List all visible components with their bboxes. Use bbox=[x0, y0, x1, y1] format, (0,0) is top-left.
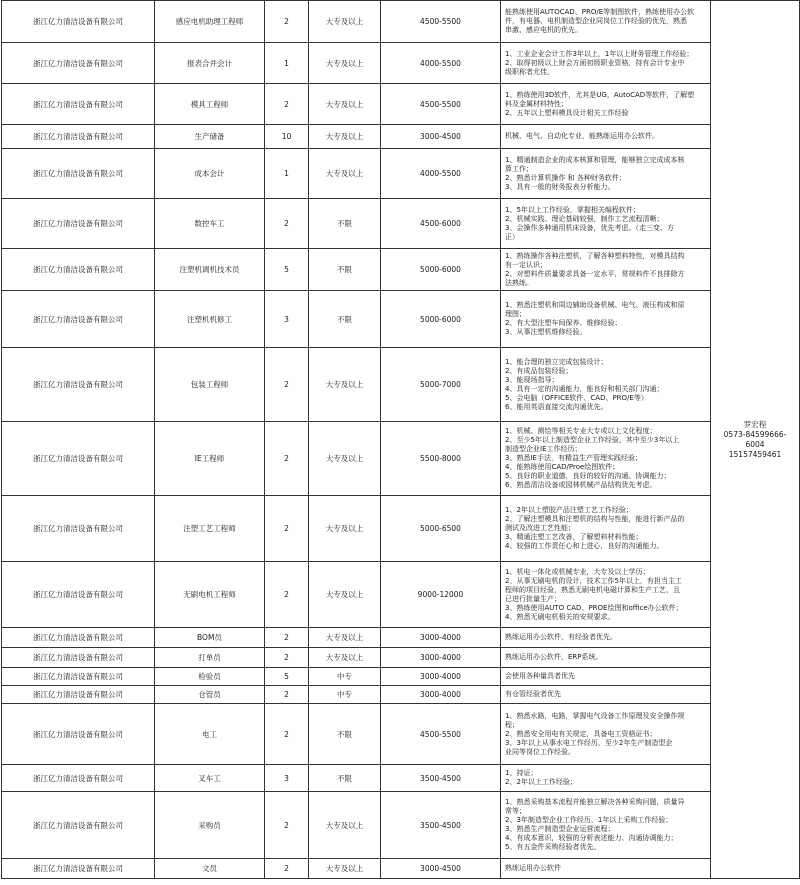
company-cell: 浙江亿力清洁设备有限公司 bbox=[2, 1, 155, 43]
contact-phone-line: 0573-84599666- bbox=[723, 429, 787, 439]
recruitment-table-body bbox=[2, 1, 800, 879]
headcount-cell: 5 bbox=[265, 249, 309, 291]
education-cell: 不限 bbox=[309, 765, 381, 792]
company-cell: 浙江亿力清洁设备有限公司 bbox=[2, 249, 155, 291]
position-cell: 检验员 bbox=[155, 668, 265, 686]
headcount-cell: 2 bbox=[265, 348, 309, 422]
requirement-line: 常等； bbox=[505, 807, 526, 815]
requirement-line: 6、能用英语直接交流沟通优先。 bbox=[505, 402, 608, 411]
education-cell: 大专及以上 bbox=[309, 43, 381, 84]
table-row bbox=[2, 1, 800, 43]
table-row bbox=[2, 249, 800, 291]
requirement-line: 件，有电器、电机制造型企业同岗位工作经验的优先，熟悉 bbox=[505, 17, 687, 25]
table-row bbox=[2, 704, 800, 765]
requirement-line: 2、熟悉安全用电有关规定，具备电工资格证书； bbox=[505, 729, 657, 738]
position-cell: 无刷电机工程师 bbox=[155, 562, 265, 628]
position-cell: BOM员 bbox=[155, 628, 265, 648]
requirements-cell bbox=[501, 496, 711, 562]
salary-cell: 5000-6000 bbox=[381, 249, 501, 291]
education-cell: 不限 bbox=[309, 199, 381, 249]
requirement-line: 有一定认识； bbox=[505, 260, 547, 269]
requirements-cell bbox=[501, 84, 711, 125]
education-cell: 大专及以上 bbox=[309, 125, 381, 149]
salary-cell: 4500-5500 bbox=[381, 84, 501, 125]
requirement-line: 串激、感应电机的优先。 bbox=[505, 26, 582, 34]
requirements-cell bbox=[501, 562, 711, 628]
headcount-cell: 1 bbox=[265, 43, 309, 84]
requirement-line: 6、熟悉清洁设备或园林机械产品结构优先考虑。 bbox=[505, 481, 657, 489]
requirement-line: 1、精通制造企业的成本核算和管理，能够独立完成成本核 bbox=[505, 155, 685, 164]
position-cell: 报表合并会计 bbox=[155, 43, 265, 84]
requirements-cell bbox=[501, 125, 711, 149]
headcount-cell: 3 bbox=[265, 765, 309, 792]
requirement-line: 3、熟悉生产制造型企业运营流程； bbox=[505, 825, 615, 833]
company-cell: 浙江亿力清洁设备有限公司 bbox=[2, 43, 155, 84]
table-row bbox=[2, 496, 800, 562]
headcount-cell: 2 bbox=[265, 496, 309, 562]
table-row bbox=[2, 686, 800, 704]
salary-cell: 5500-8000 bbox=[381, 422, 501, 496]
company-cell: 浙江亿力清洁设备有限公司 bbox=[2, 792, 155, 859]
table-row bbox=[2, 43, 800, 84]
headcount-cell: 2 bbox=[265, 704, 309, 765]
requirements-cell bbox=[501, 648, 711, 668]
requirement-line: 2、2年以上工作经验； bbox=[505, 778, 577, 786]
salary-cell: 3000-4000 bbox=[381, 648, 501, 668]
table-row bbox=[2, 562, 800, 628]
company-cell: 浙江亿力清洁设备有限公司 bbox=[2, 859, 155, 879]
requirement-line: 法熟练。 bbox=[505, 278, 533, 287]
requirement-line: 2、机械实践、理论基础较强，制作工艺流程清晰； bbox=[505, 214, 664, 223]
salary-cell: 3000-4000 bbox=[381, 686, 501, 704]
salary-cell: 3000-4500 bbox=[381, 125, 501, 149]
requirement-line: 1、熟练使用3D软件，尤其是UG，AutoCAD等软件，了解塑 bbox=[505, 90, 695, 99]
salary-cell: 3500-4500 bbox=[381, 792, 501, 859]
headcount-cell: 5 bbox=[265, 668, 309, 686]
requirement-line: 1、机械、测绘等相关专业大专或以上文化程度； bbox=[505, 427, 657, 435]
requirements-cell bbox=[501, 348, 711, 422]
requirements-cell bbox=[501, 792, 711, 859]
education-cell: 大专及以上 bbox=[309, 348, 381, 422]
position-cell: 采购员 bbox=[155, 792, 265, 859]
education-cell: 大专及以上 bbox=[309, 628, 381, 648]
position-cell: IE工程师 bbox=[155, 422, 265, 496]
salary-cell: 4000-5500 bbox=[381, 43, 501, 84]
table-row bbox=[2, 765, 800, 792]
company-cell: 浙江亿力清洁设备有限公司 bbox=[2, 496, 155, 562]
requirements-cell bbox=[501, 249, 711, 291]
education-cell: 不限 bbox=[309, 704, 381, 765]
position-cell: 叉车工 bbox=[155, 765, 265, 792]
requirement-line: 熟练运用办公软件，ERP系统。 bbox=[505, 653, 603, 661]
position-cell: 注塑工艺工程师 bbox=[155, 496, 265, 562]
requirements-cell bbox=[501, 765, 711, 792]
headcount-cell: 1 bbox=[265, 149, 309, 199]
position-cell: 注塑机机修工 bbox=[155, 291, 265, 348]
requirement-line: 2、有成品包装经验； bbox=[505, 366, 573, 375]
company-cell: 浙江亿力清洁设备有限公司 bbox=[2, 628, 155, 648]
company-cell: 浙江亿力清洁设备有限公司 bbox=[2, 704, 155, 765]
education-cell: 大专及以上 bbox=[309, 1, 381, 43]
requirement-line: 1、工业企业会计工作3年以上，1年以上财务管理工作经验； bbox=[505, 49, 694, 58]
company-cell: 浙江亿力清洁设备有限公司 bbox=[2, 84, 155, 125]
requirement-line: 3、会操作多种通用机床设备，优先考虑。（走三变、方 bbox=[505, 223, 674, 232]
requirement-line: 已进行批量生产； bbox=[505, 594, 561, 603]
requirement-line: 4、具有一定的沟通能力，能良好和相关部门沟通； bbox=[505, 384, 664, 393]
requirement-line: 算工作； bbox=[505, 164, 533, 173]
company-cell: 浙江亿力清洁设备有限公司 bbox=[2, 648, 155, 668]
requirement-line: 2、对塑料件质量要求具备一定水平，常规料件不良排除方 bbox=[505, 269, 685, 278]
headcount-cell: 2 bbox=[265, 792, 309, 859]
position-cell: 成本会计 bbox=[155, 149, 265, 199]
education-cell: 大专及以上 bbox=[309, 149, 381, 199]
requirement-line: 1、熟悉水路，电路，掌握电气设备工作原理及安全操作规 bbox=[505, 711, 685, 720]
requirement-line: 制造型企业IE工作经历； bbox=[505, 445, 582, 453]
headcount-cell: 2 bbox=[265, 199, 309, 249]
company-cell: 浙江亿力清洁设备有限公司 bbox=[2, 562, 155, 628]
table-row bbox=[2, 422, 800, 496]
requirements-cell bbox=[501, 668, 711, 686]
requirement-line: 4、熟悉无刷电机相关的安规要求。 bbox=[505, 612, 615, 621]
table-row bbox=[2, 348, 800, 422]
requirement-line: 料及金属材料特性； bbox=[505, 99, 568, 108]
education-cell: 中专 bbox=[309, 686, 381, 704]
position-cell: 生产储备 bbox=[155, 125, 265, 149]
requirement-line: 2、从事无刷电机的设计，技术工作5年以上，有担当主工 bbox=[505, 576, 682, 585]
requirement-line: 程师的项目经验，熟悉无刷电机电磁计算和生产工艺，且 bbox=[505, 585, 680, 594]
requirement-line: 1、熟练操作各种注塑机，了解各种塑料特性，对模具结构 bbox=[505, 251, 685, 260]
requirement-line: 3、具有一般的财务报表分析能力。 bbox=[505, 182, 615, 191]
requirement-line: 3、从事注塑机维修经验。 bbox=[505, 328, 587, 336]
headcount-cell: 2 bbox=[265, 84, 309, 125]
salary-cell: 5000-6500 bbox=[381, 496, 501, 562]
requirement-line: 2、熟悉计算机操作 和 各种财务软件； bbox=[505, 173, 626, 182]
requirement-line: 1、能合理的独立完成包装设计； bbox=[505, 357, 608, 366]
requirement-line: 3、能现场指导； bbox=[505, 375, 559, 384]
recruitment-table bbox=[1, 0, 800, 879]
requirements-cell bbox=[501, 704, 711, 765]
requirement-line: 1、机电一体化或机械专业，大专及以上学历； bbox=[505, 567, 650, 576]
headcount-cell: 2 bbox=[265, 648, 309, 668]
position-cell: 包装工程师 bbox=[155, 348, 265, 422]
table-row bbox=[2, 125, 800, 149]
requirement-line: 机械、电气、自动化专业，能熟练运用办公软件。 bbox=[505, 132, 659, 140]
requirement-line: 程； bbox=[505, 720, 519, 729]
requirements-cell bbox=[501, 199, 711, 249]
company-cell: 浙江亿力清洁设备有限公司 bbox=[2, 686, 155, 704]
table-row bbox=[2, 628, 800, 648]
requirement-line: 2、有大型注塑车间保养、维修经验； bbox=[505, 319, 622, 327]
education-cell: 中专 bbox=[309, 668, 381, 686]
position-cell: 注塑机调机技术员 bbox=[155, 249, 265, 291]
education-cell: 大专及以上 bbox=[309, 496, 381, 562]
requirement-line: 4、能熟练使用CAD/Proe绘图软件； bbox=[505, 463, 620, 471]
requirement-line: 3、熟练使用AUTO CAD、PROE绘图和office办公软件； bbox=[505, 603, 683, 612]
requirement-line: 1、熟悉注塑机和周边辅助设备机械、电气、液压构成和原 bbox=[505, 301, 685, 309]
position-cell: 数控车工 bbox=[155, 199, 265, 249]
position-cell: 文员 bbox=[155, 859, 265, 879]
education-cell: 不限 bbox=[309, 249, 381, 291]
salary-cell: 4500-6000 bbox=[381, 199, 501, 249]
salary-cell: 3500-4500 bbox=[381, 765, 501, 792]
headcount-cell: 2 bbox=[265, 859, 309, 879]
company-cell: 浙江亿力清洁设备有限公司 bbox=[2, 199, 155, 249]
requirement-line: 3、3年以上从事水电工作经历，至少2年生产制造型企 bbox=[505, 738, 673, 747]
headcount-cell: 10 bbox=[265, 125, 309, 149]
requirements-cell bbox=[501, 149, 711, 199]
requirements-cell bbox=[501, 43, 711, 84]
table-row bbox=[2, 792, 800, 859]
requirement-line: 熟练运用办公软件，有经验者优先。 bbox=[505, 633, 617, 641]
table-row bbox=[2, 668, 800, 686]
table-row bbox=[2, 84, 800, 125]
requirements-cell bbox=[501, 422, 711, 496]
requirements-cell bbox=[501, 686, 711, 704]
salary-cell: 5000-7000 bbox=[381, 348, 501, 422]
requirements-cell bbox=[501, 859, 711, 879]
requirement-line: 4、较强的工作责任心和上进心，良好的沟通能力。 bbox=[505, 542, 664, 550]
salary-cell: 3000-4500 bbox=[381, 859, 501, 879]
education-cell: 大专及以上 bbox=[309, 648, 381, 668]
company-cell: 浙江亿力清洁设备有限公司 bbox=[2, 348, 155, 422]
contact-cell bbox=[711, 1, 800, 879]
education-cell: 不限 bbox=[309, 291, 381, 348]
salary-cell: 3000-4000 bbox=[381, 668, 501, 686]
headcount-cell: 2 bbox=[265, 562, 309, 628]
headcount-cell: 2 bbox=[265, 1, 309, 43]
headcount-cell: 3 bbox=[265, 291, 309, 348]
table-row bbox=[2, 149, 800, 199]
position-cell: 打单员 bbox=[155, 648, 265, 668]
requirement-line: 3、精通注塑工艺改善，了解塑料材料性能； bbox=[505, 533, 643, 541]
headcount-cell: 2 bbox=[265, 422, 309, 496]
requirement-line: 2、取得初级以上财会方面初级职业资格，持有会计专业中 bbox=[505, 58, 685, 67]
requirement-line: 3、熟悉IE手法，有精益生产管理实践经验； bbox=[505, 454, 642, 462]
company-cell: 浙江亿力清洁设备有限公司 bbox=[2, 291, 155, 348]
requirement-line: 5、有五金件采购经验者优先。 bbox=[505, 843, 601, 851]
table-row bbox=[2, 291, 800, 348]
salary-cell: 4500-5500 bbox=[381, 1, 501, 43]
table-row bbox=[2, 199, 800, 249]
contact-phone-line: 6004 bbox=[745, 439, 765, 449]
requirement-line: 5、良好的职业道德，良好的较好的沟通、协调能力； bbox=[505, 472, 671, 480]
headcount-cell: 2 bbox=[265, 686, 309, 704]
company-cell: 浙江亿力清洁设备有限公司 bbox=[2, 149, 155, 199]
contact-name: 罗宏程 bbox=[743, 419, 767, 429]
position-cell: 感应电机助理工程师 bbox=[155, 1, 265, 43]
requirement-line: 2、3年制造型企业工作经历，1年以上采购工作经验； bbox=[505, 816, 673, 824]
salary-cell: 4500-5500 bbox=[381, 704, 501, 765]
salary-cell: 3000-4000 bbox=[381, 628, 501, 648]
table-row bbox=[2, 859, 800, 879]
requirements-cell bbox=[501, 1, 711, 43]
requirement-line: 4、有成本意识，较强的分析表述能力、沟通协调能力； bbox=[505, 834, 678, 842]
education-cell: 大专及以上 bbox=[309, 84, 381, 125]
requirement-line: 熟练运用办公软件 bbox=[505, 864, 561, 872]
salary-cell: 9000-12000 bbox=[381, 562, 501, 628]
education-cell: 大专及以上 bbox=[309, 562, 381, 628]
requirement-line: 有仓管经验者优先 bbox=[505, 690, 561, 698]
requirement-line: 1、持证； bbox=[505, 769, 538, 777]
position-cell: 模具工程师 bbox=[155, 84, 265, 125]
requirements-cell bbox=[501, 291, 711, 348]
company-cell: 浙江亿力清洁设备有限公司 bbox=[2, 668, 155, 686]
salary-cell: 5000-6000 bbox=[381, 291, 501, 348]
position-cell: 电工 bbox=[155, 704, 265, 765]
requirement-line: 1、2年以上塑胶产品注塑工艺工作经验； bbox=[505, 506, 633, 514]
requirement-line: 级职称者尤佳。 bbox=[505, 67, 554, 76]
requirement-line: 2、至少5年以上制造型企业工作经验，其中至少3年以上 bbox=[505, 436, 680, 444]
requirement-line: 会使用各种量具者优先 bbox=[505, 672, 575, 680]
company-cell: 浙江亿力清洁设备有限公司 bbox=[2, 125, 155, 149]
table-row bbox=[2, 648, 800, 668]
requirement-line: 能熟练使用AUTOCAD、PRO/E等制图软件，熟练使用办公软 bbox=[505, 8, 695, 16]
company-cell: 浙江亿力清洁设备有限公司 bbox=[2, 422, 155, 496]
position-cell: 仓管员 bbox=[155, 686, 265, 704]
headcount-cell: 2 bbox=[265, 628, 309, 648]
salary-cell: 4000-5500 bbox=[381, 149, 501, 199]
education-cell: 大专及以上 bbox=[309, 792, 381, 859]
requirement-line: 2、五年以上塑料模具设计相关工作经验 bbox=[505, 108, 629, 117]
requirement-line: 测试及改进工艺性能； bbox=[505, 524, 575, 532]
requirement-line: 正） bbox=[505, 232, 519, 241]
company-cell: 浙江亿力清洁设备有限公司 bbox=[2, 765, 155, 792]
requirement-line: 2、了解注塑模具和注塑机的结构与性能，能进行新产品的 bbox=[505, 515, 685, 523]
education-cell: 大专及以上 bbox=[309, 422, 381, 496]
requirements-cell bbox=[501, 628, 711, 648]
education-cell: 大专及以上 bbox=[309, 859, 381, 879]
requirement-line: 理图； bbox=[505, 310, 526, 318]
requirement-line: 5、会电脑（OFFICE软件、CAD、PRO/E等） bbox=[505, 393, 648, 402]
requirement-line: 1、熟悉采购基本流程并能独立解决各种采购问题，质量异 bbox=[505, 798, 685, 806]
requirement-line: 业同等岗位工作经验。 bbox=[505, 747, 575, 756]
requirement-line: 1、5年以上工作经验，掌握相关编程软件； bbox=[505, 205, 640, 214]
contact-phone-line: 15157459461 bbox=[728, 449, 782, 459]
